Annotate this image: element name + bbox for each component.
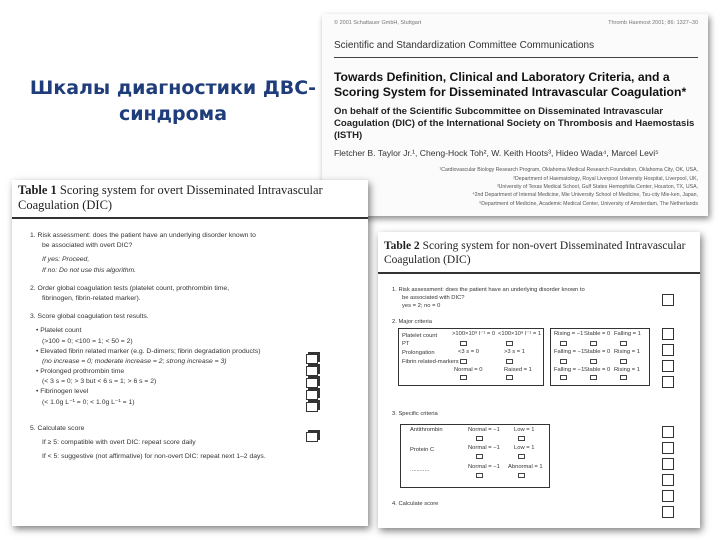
step-text: be associated with DIC?	[402, 294, 465, 301]
step-text: 5. Calculate score	[30, 424, 85, 432]
option-checkbox[interactable]	[476, 473, 483, 478]
slide-title: Шкалы диагностики ДВС-синдрома	[29, 77, 317, 125]
author-list: Fletcher B. Taylor Jr.¹, Cheng-Hock Toh², W. Keith Hoots³, Hideo Wada⁴, Marcel Levi⁵	[334, 148, 659, 159]
step-option: If yes: Proceed,	[42, 256, 90, 264]
trend-option: Stable = 0	[584, 366, 611, 373]
major-score-checkbox[interactable]	[662, 344, 674, 356]
option-checkbox[interactable]	[460, 375, 467, 380]
specific-score-checkbox[interactable]	[662, 442, 674, 454]
frm-option: Normal = 0	[454, 366, 483, 373]
divider	[334, 57, 698, 58]
risk-step	[30, 231, 320, 276]
option-checkbox[interactable]	[506, 375, 513, 380]
step-text: yes = 2; no = 0	[402, 303, 441, 310]
article-title: Towards Definition, Clinical and Laboratory Criteria, and a Scoring System for Disseminated Intravascular Coagulation*	[334, 70, 687, 99]
option-checkbox[interactable]	[460, 359, 467, 364]
score-checkbox[interactable]	[306, 402, 318, 412]
risk-score-checkbox[interactable]	[662, 294, 674, 306]
step-text: 3. Score global coagulation test results.	[30, 313, 149, 321]
spec-option: Abnormal = 1	[508, 463, 543, 470]
score-checkbox[interactable]	[306, 390, 318, 400]
option-checkbox[interactable]	[460, 341, 467, 346]
criterion: • Prolonged prothrombin time	[36, 368, 125, 376]
specific-criteria-heading: 3. Specific criteria	[392, 410, 438, 417]
specific-score-checkbox[interactable]	[662, 458, 674, 470]
table-label: Table 2	[384, 240, 420, 252]
step-text: 1. Risk assessment: does the patient have an underlying disorder known to	[392, 286, 585, 293]
trend-option: Falling = 1	[614, 330, 641, 337]
specific-score-checkbox[interactable]	[662, 426, 674, 438]
step-option: If no: Do not use this algorithm.	[42, 266, 137, 274]
criterion-scale: (< 3 s = 0; > 3 but < 6 s = 1; > 6 s = 2)	[42, 378, 157, 386]
article-header	[322, 14, 708, 216]
major-criteria-rows	[402, 332, 459, 367]
trend-option: Rising = −1	[554, 330, 584, 337]
criterion-scale: (>100 = 0; <100 = 1; < 50 = 2)	[42, 337, 133, 345]
pt-option: <3 s = 0	[458, 348, 479, 355]
platelet-option: <100×10⁹ l⁻¹ = 1	[498, 330, 542, 337]
spec-option: Normal = −1	[468, 463, 500, 470]
step-text: 2. Order global coagulation tests (platelet count, prothrombin time,	[30, 284, 230, 292]
spec-option: Low = 1	[514, 426, 535, 433]
article-meta	[334, 20, 698, 26]
publisher-line: © 2001 Schattauer GmbH, Stuttgart	[334, 20, 422, 26]
option-checkbox[interactable]	[620, 359, 627, 364]
specific-score-checkbox[interactable]	[662, 490, 674, 502]
criterion: • Platelet count	[36, 327, 82, 335]
platelet-option: >100×10⁹ l⁻¹ = 0	[452, 330, 496, 337]
criterion-label: Protein C	[410, 446, 435, 453]
affiliations	[334, 166, 698, 208]
total-score-checkbox[interactable]	[662, 506, 674, 518]
calculate-score-step	[30, 424, 320, 463]
criterion-label: Prolongation	[402, 349, 435, 356]
option-checkbox[interactable]	[590, 359, 597, 364]
score-step	[30, 312, 320, 408]
trend-option: Stable = 0	[584, 330, 611, 337]
option-checkbox[interactable]	[506, 359, 513, 364]
step-text: fibrinogen, fibrin-related marker).	[42, 294, 141, 302]
option-checkbox[interactable]	[560, 375, 567, 380]
total-score-checkbox[interactable]	[306, 432, 318, 442]
order-tests-step	[30, 284, 320, 304]
option-checkbox[interactable]	[590, 341, 597, 346]
criterion-label: ............	[410, 466, 430, 473]
criterion-label: PT	[402, 341, 410, 348]
table-1-overt-dic	[12, 180, 368, 526]
spec-option: Normal = −1	[468, 426, 500, 433]
score-checkbox[interactable]	[306, 354, 318, 364]
major-score-checkbox[interactable]	[662, 376, 674, 388]
option-checkbox[interactable]	[620, 341, 627, 346]
frm-option: Raised = 1	[504, 366, 532, 373]
option-checkbox[interactable]	[476, 454, 483, 459]
table-caption-text: Scoring system for non-overt Disseminated Intravascular Coagulation (DIC)	[384, 240, 686, 266]
trend-option: Falling = −1	[554, 348, 585, 355]
trend-option: Rising = 1	[614, 366, 640, 373]
affiliation: ¹Cardiovascular Biology Research Program, Oklahoma Medical Research Foundation, Oklahoma City, OK, USA,	[439, 167, 698, 174]
score-checkbox[interactable]	[306, 378, 318, 388]
table-1-body	[12, 219, 368, 462]
affiliation: ³University of Texas Medical School, Gulf States Hemophilia Center, Houston, TX, USA,	[496, 184, 698, 191]
table-label: Table 1	[18, 183, 57, 197]
section-heading: Scientific and Standardization Committee Communications	[334, 40, 595, 51]
pt-option: >3 s = 1	[504, 348, 525, 355]
option-checkbox[interactable]	[476, 436, 483, 441]
trend-option: Stable = 0	[584, 348, 611, 355]
option-checkbox[interactable]	[590, 375, 597, 380]
risk-step	[392, 286, 585, 311]
affiliation: ⁴2nd Department of Internal Medicine, Mie University School of Medicine, Tsu-city Mie-ken, Japan,	[472, 192, 698, 199]
step-text: 1. Risk assessment: does the patient have an underlying disorder known to	[30, 232, 256, 239]
criterion-label: Antithrombin	[410, 426, 443, 433]
criterion: • Elevated fibrin related marker (e.g. D-dimers; fibrin degradation products)	[36, 347, 261, 355]
table-1-caption	[12, 180, 368, 219]
option-checkbox[interactable]	[560, 341, 567, 346]
spec-option: Normal = −1	[468, 444, 500, 451]
table-2-caption	[378, 232, 700, 274]
step-text: be associated with overt DIC?	[42, 242, 133, 250]
criterion-scale: (no increase = 0; moderate increase = 2; strong increase = 3)	[42, 357, 227, 365]
table-caption-text: Scoring system for overt Disseminated Intravascular Coagulation (DIC)	[18, 183, 323, 212]
affiliation: ⁵Department of Medicine, Academic Medical Center, University of Amsterdam, The Netherlands	[479, 200, 698, 207]
option-checkbox[interactable]	[518, 473, 525, 478]
score-interpretation: If < 5: suggestive (not affirmative) for non-overt DIC: repeat next 1–2 days.	[42, 453, 266, 461]
criterion-label: Fibrin related-markers	[402, 358, 459, 365]
option-checkbox[interactable]	[620, 375, 627, 380]
criterion-scale: (< 1.0g L⁻¹ = 0; < 1.0g L⁻¹ = 1)	[42, 398, 135, 406]
trend-option: Falling = −1	[554, 366, 585, 373]
major-score-checkbox[interactable]	[662, 328, 674, 340]
score-interpretation: If ≥ 5: compatible with overt DIC: repeat score daily	[42, 439, 196, 446]
table-2-non-overt-dic	[378, 232, 700, 528]
option-checkbox[interactable]	[518, 436, 525, 441]
specific-score-checkbox[interactable]	[662, 474, 674, 486]
trend-option: Rising = 1	[614, 348, 640, 355]
major-criteria-heading: 2. Major criteria	[392, 318, 432, 325]
calculate-score-step: 4. Calculate score	[392, 500, 439, 507]
option-checkbox[interactable]	[560, 359, 567, 364]
spec-option: Low = 1	[514, 444, 535, 451]
major-score-checkbox[interactable]	[662, 360, 674, 372]
affiliation: ²Department of Haematology, Royal Liverpool University Hospital, Liverpool, UK,	[513, 175, 698, 182]
article-subtitle: On behalf of the Scientific Subcommittee on Disseminated Intravascular Coagulation (DIC) of the International Society on Thrombosis and Haemostasis (ISTH)	[334, 105, 695, 141]
score-checkbox[interactable]	[306, 366, 318, 376]
criterion-label: Platelet count	[402, 332, 438, 339]
criterion: • Fibrinogen level	[36, 388, 89, 396]
option-checkbox[interactable]	[506, 341, 513, 346]
option-checkbox[interactable]	[518, 454, 525, 459]
journal-citation: Thromb Haemost 2001; 86: 1327–30	[608, 20, 698, 26]
